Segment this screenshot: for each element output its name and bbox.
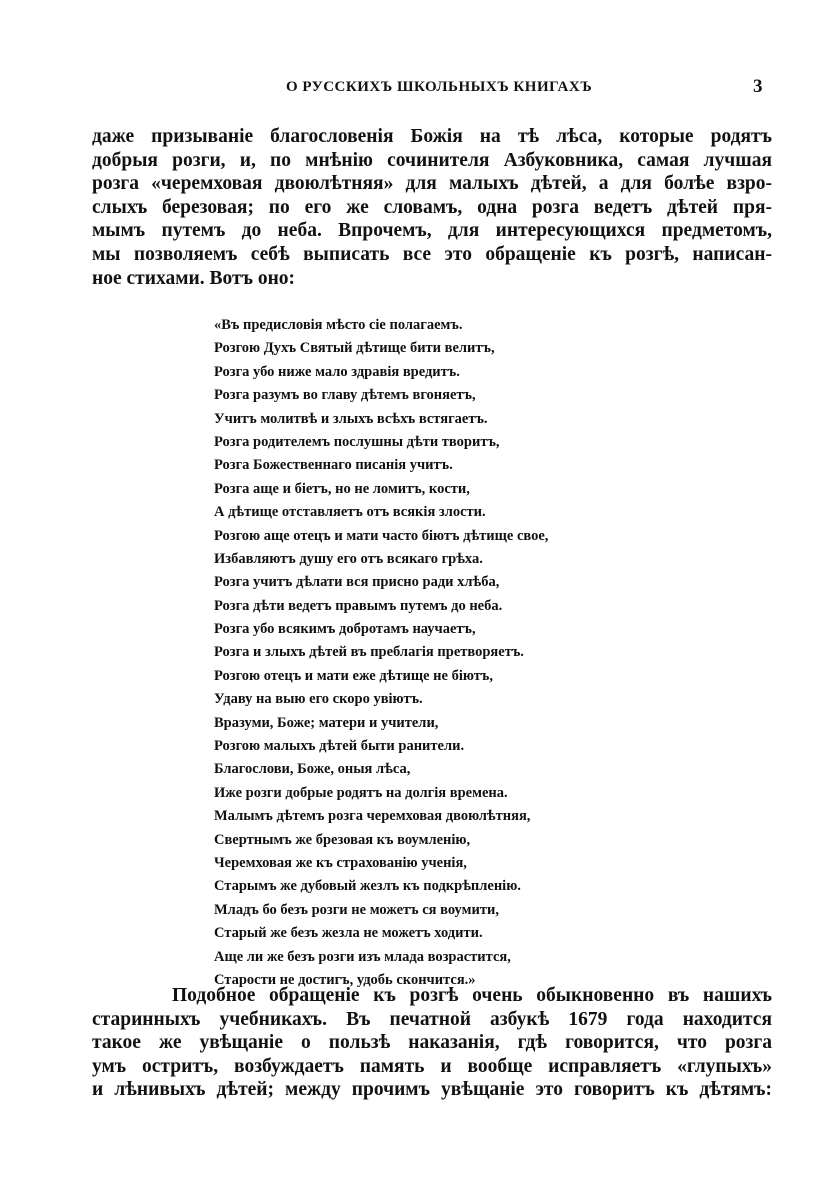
poem-verse: Старости не достигъ, удобь скончится.» [214,971,476,988]
text-line: слыхъ березовая; по его же словамъ, одна розга ведетъ дѣтей пря- [92,196,772,218]
poem-verse: Свертнымъ же брезовая къ воумленію, [214,831,471,848]
poem-verse: Черемховая же къ страхованію ученія, [214,854,467,871]
poem-verse: Розга Божественнаго писанія учитъ. [214,457,453,474]
poem-block [214,314,734,992]
poem-verse: Розга убо всякимъ добротамъ научаетъ, [214,621,476,638]
poem-verse: Розгою малыхъ дѣтей быти ранители. [214,738,465,755]
poem-verse: Розга и злыхъ дѣтей въ преблагія претворяетъ. [214,644,524,661]
poem-verse: Младъ бо безъ розги не можетъ ся воумити, [214,901,499,918]
text-line: умъ остритъ, возбуждаетъ память и вообще исправляетъ «глупыхъ» [92,1055,772,1077]
text-line: ное стихами. Вотъ оно: [92,267,296,289]
poem-verse: Вразуми, Боже; матери и учители, [214,714,439,731]
text-line: такое же увѣщаніе о пользѣ наказанія, гдѣ говорится, что розга [92,1032,772,1054]
closing-paragraph [92,984,772,1102]
text-line: мымъ путемъ до неба. Впрочемъ, для интересующихся предметомъ, [92,220,772,242]
poem-verse: Старый же безъ жезла не можетъ ходити. [214,925,483,942]
text-line: мы позволяемъ себѣ выписать все это обращеніе къ розгѣ, написан- [92,243,772,265]
running-title: О РУССКИХЪ ШКОЛЬНЫХЪ КНИГАХЪ [286,79,593,95]
poem-verse: Благослови, Боже, оныя лѣса, [214,761,411,778]
poem-verse: Малымъ дѣтемъ розга черемховая двоюлѣтняя, [214,808,531,825]
text-line: и лѣнивыхъ дѣтей; между прочимъ увѣщаніе это говоритъ къ дѣтямъ: [92,1079,772,1101]
text-line: старинныхъ учебникахъ. Въ печатной азбукѣ 1679 года находится [92,1008,772,1030]
page-number: 3 [753,76,763,97]
poem-verse: Иже розги добрые родятъ на долгія времена. [214,784,508,801]
text-line: даже призываніе благословенія Божія на тѣ лѣса, которые родятъ [92,126,772,147]
poem-verse: «Въ предисловія мѣсто сіе полагаемъ. [214,317,463,333]
poem-verse: Розга разумъ во главу дѣтемъ вгоняетъ, [214,387,476,404]
text-line: розга «черемховая двоюлѣтняя» для малыхъ дѣтей, а для болѣе взро- [92,173,772,195]
poem-verse: Розга убо ниже мало здравія вредитъ. [214,363,460,380]
poem-verse: Розгою Духъ Святый дѣтище бити велитъ, [214,340,495,357]
poem-verse: Розгою аще отецъ и мати часто біютъ дѣтище свое, [214,527,549,544]
poem-verse: Старымъ же дубовый жезлъ къ подкрѣпленію. [214,878,521,895]
text-line: добрыя розги, и, по мнѣнію сочинителя Азбуковника, самая лучшая [92,149,772,171]
poem-verse: Розга дѣти ведетъ правымъ путемъ до неба. [214,597,503,614]
poem-verse: Розга учитъ дѣлати вся присно ради хлѣба, [214,574,500,591]
poem-verse: Аще ли же безъ розги изъ млада возрастится, [214,948,511,965]
poem-verse: Розгою отецъ и мати еже дѣтище не біютъ, [214,667,493,684]
text-line: Подобное обращеніе къ розгѣ очень обыкновенно въ нашихъ [172,985,772,1006]
poem-verse: Учитъ молитвѣ и злыхъ всѣхъ встягаетъ. [214,410,488,427]
poem-verse: Розга родителемъ послушны дѣти творитъ, [214,433,500,450]
poem-verse: Удаву на выю его скоро увіютъ. [214,691,423,708]
poem-verse: А дѣтище отставляетъ отъ всякія злости. [214,504,486,521]
poem-verse: Избавляютъ душу его отъ всякаго грѣха. [214,550,483,567]
poem-verse: Розга аще и біетъ, но не ломитъ, кости, [214,480,470,497]
intro-paragraph [92,125,772,290]
